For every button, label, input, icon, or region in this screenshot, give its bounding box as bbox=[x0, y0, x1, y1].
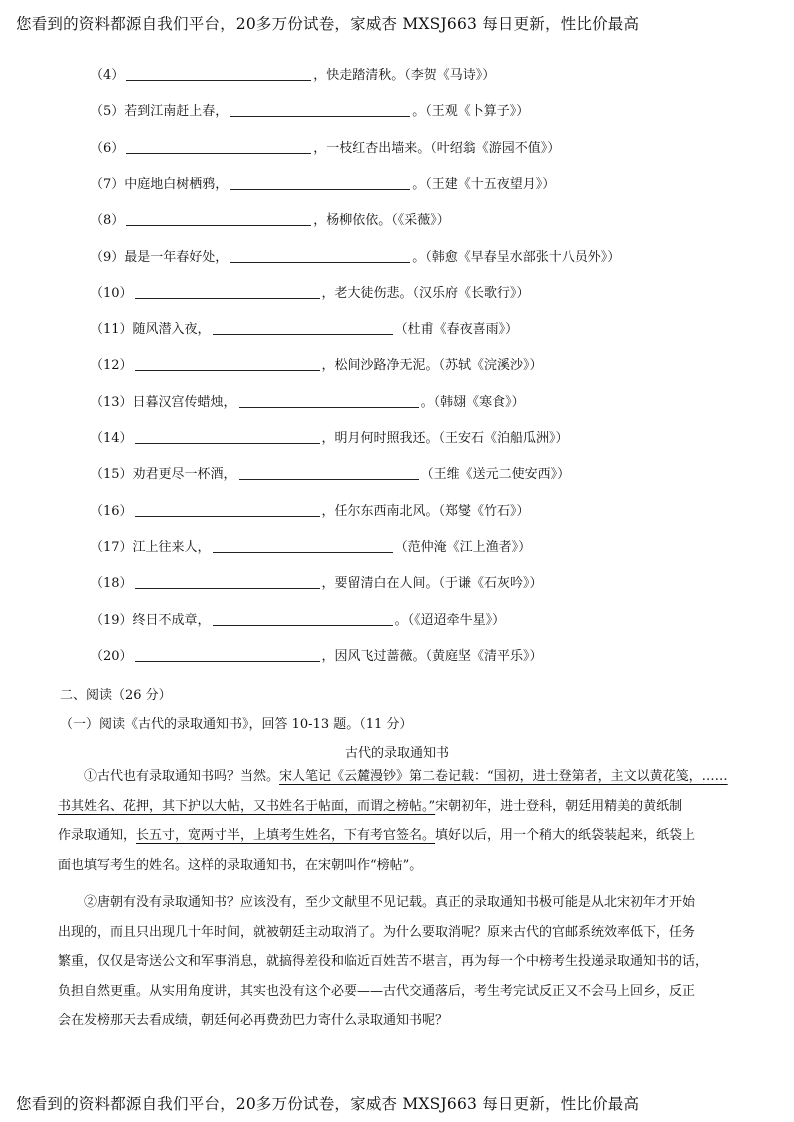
verse-before-blank: 江上往来人， bbox=[132, 539, 211, 555]
verse-after-blank: 。（王观《卜算子》） bbox=[412, 104, 530, 120]
section-heading: 二、阅读（26 分） bbox=[60, 688, 172, 703]
question-number: （20） bbox=[90, 648, 133, 664]
header-banner: 您看到的资料都源自我们平台，20多万份试卷，家威杏 MXSJ663 每日更新，性比价最高 bbox=[16, 15, 640, 33]
p2-line1: ②唐朝有没有录取通知书？应该没有，至少文献里不见记载。真正的录取通知书极可能是从北宋初年才开始 bbox=[84, 895, 696, 910]
question-row bbox=[90, 175, 555, 195]
answer-blank[interactable] bbox=[126, 140, 311, 154]
verse-after-blank: （范仲淹《江上渔者》） bbox=[394, 539, 532, 555]
verse-after-blank: ，松间沙路净无泥。（苏轼《浣溪沙》） bbox=[321, 358, 543, 374]
verse-before-blank: 最是一年春好处， bbox=[124, 249, 229, 265]
question-number: （9） bbox=[90, 249, 125, 265]
answer-blank[interactable] bbox=[135, 285, 320, 299]
answer-blank[interactable] bbox=[213, 612, 393, 626]
p1-line3-underlined: 长五寸，宽两寸半，上填考生姓名，下有考官签名。 bbox=[136, 828, 436, 843]
verse-after-blank: ，老大徒伤悲。（汉乐府《长歌行》） bbox=[321, 285, 530, 301]
verse-after-blank: ，要留清白在人间。（于谦《石灰吟》） bbox=[321, 576, 543, 592]
question-number: （4） bbox=[90, 68, 125, 83]
answer-blank[interactable] bbox=[239, 394, 419, 408]
question-row bbox=[90, 284, 530, 304]
p2-line4: 负担自然更重。从实用角度讲，其实也没有这个必要——古代交通落后，考生考完试反正又不会马上回乡，反正 bbox=[58, 983, 696, 999]
question-number: （7） bbox=[90, 176, 125, 192]
question-row bbox=[90, 102, 529, 122]
verse-after-blank: ，一枝红杏出墙来。（叶绍翁《游园不值》） bbox=[313, 140, 561, 156]
question-row bbox=[90, 393, 525, 413]
verse-after-blank: ，任尔东西南北风。（郑燮《竹石》） bbox=[321, 503, 530, 519]
question-row bbox=[90, 320, 518, 340]
question-number: （17） bbox=[90, 539, 133, 555]
question-row bbox=[90, 647, 543, 667]
p1-line1-a: ①古代也有录取通知书吗？当然。 bbox=[84, 769, 280, 784]
verse-before-blank: 劝君更尽一杯酒， bbox=[132, 467, 237, 483]
answer-blank[interactable] bbox=[213, 539, 393, 553]
question-number: （19） bbox=[90, 612, 133, 628]
p2-line5: 会在发榜那天去看成绩，朝廷何必再费劲巴力寄什么录取通知书呢？ bbox=[58, 1013, 449, 1028]
question-number: （15） bbox=[90, 467, 133, 483]
question-number: （18） bbox=[90, 576, 133, 592]
verse-after-blank: ，明月何时照我还。（王安石《泊船瓜洲》） bbox=[321, 431, 569, 446]
question-row bbox=[90, 429, 569, 449]
answer-blank[interactable] bbox=[230, 176, 410, 190]
p2-line2: 出现的，而且只出现几十年时间，就被朝廷主动取消了。为什么要取消呢？原来古代的官邮系统效率低下，任务 bbox=[58, 924, 696, 940]
footer-banner: 您看到的资料都源自我们平台，20多万份试卷，家威杏 MXSJ663 每日更新，性比价最高 bbox=[16, 1095, 640, 1113]
article-paragraph-1 bbox=[58, 762, 742, 880]
question-row bbox=[90, 356, 543, 376]
answer-blank[interactable] bbox=[135, 430, 320, 444]
question-row bbox=[90, 211, 450, 231]
article-title: 古代的录取通知书 bbox=[344, 746, 449, 761]
question-number: （12） bbox=[90, 358, 133, 374]
question-row bbox=[90, 465, 570, 485]
reading-instruction: （一）阅读《古代的录取通知书》，回答 10-13 题。（11 分） bbox=[60, 717, 413, 732]
verse-before-blank: 终日不成章， bbox=[132, 612, 211, 628]
question-row bbox=[90, 248, 620, 268]
verse-after-blank: 。（王建《十五夜望月》） bbox=[412, 176, 556, 192]
answer-blank[interactable] bbox=[135, 503, 320, 517]
verse-after-blank: （杜甫《春夜喜雨》） bbox=[394, 322, 519, 338]
question-number: （16） bbox=[90, 503, 133, 519]
verse-after-blank: 。（韩翃《寒食》） bbox=[420, 394, 525, 410]
p1-line3-c: 填好以后，用一个稍大的纸袋装起来，纸袋上 bbox=[435, 828, 696, 843]
answer-blank[interactable] bbox=[126, 67, 311, 81]
verse-after-blank: 。（韩愈《早春呈水部张十八员外》） bbox=[412, 249, 621, 265]
question-number: （6） bbox=[90, 140, 125, 156]
verse-after-blank: ，杨柳依依。（《采薇》） bbox=[313, 213, 450, 229]
verse-after-blank: （王维《送元二使安西》） bbox=[420, 467, 571, 483]
question-number: （10） bbox=[90, 285, 133, 301]
question-number: （11） bbox=[90, 322, 133, 338]
verse-after-blank: ，因风飞过蔷薇。（黄庭坚《清平乐》） bbox=[321, 648, 543, 664]
verse-before-blank: 中庭地白树栖鸦， bbox=[124, 176, 229, 192]
p1-line2-quote: 书其姓名、花押，其下护以大帖，又书姓名于帖面，而谓之榜帖。” bbox=[58, 798, 436, 814]
verse-after-blank: 。（《迢迢牵牛星》） bbox=[394, 612, 506, 628]
question-row bbox=[90, 611, 505, 631]
question-row bbox=[90, 139, 560, 159]
verse-before-blank: 日暮汉宫传蜡烛， bbox=[132, 394, 237, 410]
answer-blank[interactable] bbox=[230, 103, 410, 117]
answer-blank[interactable] bbox=[230, 249, 410, 263]
article-paragraph-2 bbox=[58, 888, 742, 1036]
answer-blank[interactable] bbox=[239, 466, 419, 480]
p1-line2-b: 宋朝初年，进士登科，朝廷用精美的黄纸制 bbox=[435, 798, 683, 814]
question-row bbox=[90, 538, 531, 558]
p1-line4: 面也填写考生的姓名。这样的录取通知书，在宋朝叫作“榜帖”。 bbox=[58, 857, 423, 873]
question-row bbox=[90, 502, 530, 522]
answer-blank[interactable] bbox=[135, 357, 320, 371]
answer-blank[interactable] bbox=[135, 575, 320, 589]
question-number: （13） bbox=[90, 394, 133, 410]
verse-after-blank: ，快走踏清秋。（李贺《马诗》） bbox=[313, 68, 496, 83]
question-number: （5） bbox=[90, 104, 125, 120]
question-number: （8） bbox=[90, 213, 125, 229]
verse-before-blank: 若到江南赶上春， bbox=[124, 104, 229, 120]
question-row bbox=[90, 574, 543, 594]
answer-blank[interactable] bbox=[213, 321, 393, 335]
answer-blank[interactable] bbox=[135, 648, 320, 662]
p2-line3: 繁重，仅仅是寄送公文和军事消息，就搞得差役和临近百姓苦不堪言，再为每一个中榜考生投递录取通知书的话， bbox=[58, 954, 709, 969]
answer-blank[interactable] bbox=[126, 212, 311, 226]
p1-line3-a: 作录取通知， bbox=[58, 828, 137, 843]
question-row bbox=[90, 66, 495, 86]
p1-line1-quote: 宋人笔记《云麓漫钞》第二卷记载：“国初，进士登第者，主文以黄花笺，…… bbox=[279, 769, 728, 784]
question-number: （14） bbox=[90, 431, 133, 446]
verse-before-blank: 随风潜入夜， bbox=[132, 322, 211, 338]
